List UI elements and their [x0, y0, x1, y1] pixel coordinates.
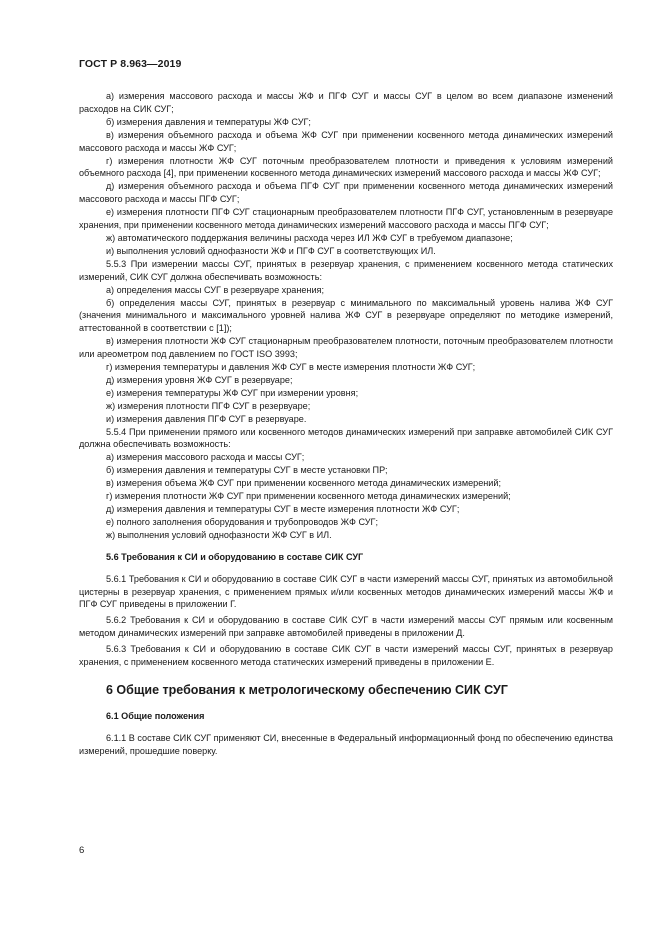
paragraph: 5.5.4 При применении прямого или косвенного методов динамических измерений при заправке автомобилей СИК СУГ должна обеспечивать возможность:: [79, 426, 613, 450]
paragraph: б) измерения давления и температуры СУГ в месте установки ПР;: [106, 465, 388, 476]
document-header: ГОСТ Р 8.963—2019: [79, 58, 182, 70]
paragraph: и) измерения давления ПГФ СУГ в резервуаре.: [106, 413, 307, 424]
paragraph: 5.6.3 Требования к СИ и оборудованию в составе СИК СУГ в части измерений массы СУГ, принятых в резервуар хранения, с применением косвенного метода статических измерений приведены в приложении Е.: [79, 644, 613, 668]
paragraph: д) измерения уровня ЖФ СУГ в резервуаре;: [106, 374, 293, 385]
paragraph: 5.5.3 При измерении массы СУГ, принятых в резервуар хранения, с применением косвенного метода статических измерений, СИК СУГ должна обеспечивать возможность:: [79, 258, 613, 282]
paragraph: в) измерения объемного расхода и объема ЖФ СУГ при применении косвенного метода динамических измерений массового расхода и массы ЖФ СУГ;: [79, 129, 613, 153]
paragraph: ж) измерения плотности ПГФ СУГ в резервуаре;: [106, 400, 311, 411]
paragraph: а) определения массы СУГ в резервуаре хранения;: [106, 284, 324, 295]
section-heading-5-6: 5.6 Требования к СИ и оборудованию в составе СИК СУГ: [106, 551, 364, 562]
page-number: 6: [79, 845, 85, 856]
paragraph: 5.6.1 Требования к СИ и оборудованию в составе СИК СУГ в части измерений массы СУГ, принятых из автомобильной цистерны в резервуар хранения, с применением прямых и/или косвенных методов динамических измерений массы ЖФ и ПГФ СУГ приведены в приложении Г.: [79, 573, 613, 610]
paragraph: е) измерения плотности ПГФ СУГ стационарным преобразователем плотности ПГФ СУГ, установленным в резервуаре хранения, при применении косвенного метода динамических измерений массового расхода и массы ПГФ СУГ;: [79, 207, 613, 231]
paragraph: г) измерения плотности ЖФ СУГ при применении косвенного метода динамических измерений;: [106, 491, 511, 502]
paragraph: в) измерения плотности ЖФ СУГ стационарным преобразователем плотности, поточным преобразователем плотности или ареометром под давлением по ГОСТ ISO 3993;: [79, 336, 613, 360]
paragraph: е) полного заполнения оборудования и трубопроводов ЖФ СУГ;: [106, 516, 378, 527]
paragraph: г) измерения плотности ЖФ СУГ поточным преобразователем плотности и приведения к условиям измерений объемного расхода [4], при применении косвенного метода динамических измерений массового расхода и массы ЖФ СУГ;: [79, 155, 613, 179]
document-body: [79, 90, 613, 758]
paragraph: и) выполнения условий однофазности ЖФ и ПГФ СУГ в соответствующих ИЛ.: [106, 245, 436, 256]
paragraph: д) измерения давления и температуры СУГ в месте измерения плотности ЖФ СУГ;: [106, 504, 460, 514]
subsection-heading-6-1: 6.1 Общие положения: [106, 710, 205, 721]
section-heading-6: 6 Общие требования к метрологическому обеспечению СИК СУГ: [106, 682, 508, 697]
paragraph: ж) выполнения условий однофазности ЖФ СУГ в ИЛ.: [106, 529, 332, 540]
paragraph: е) измерения температуры ЖФ СУГ при измерении уровня;: [106, 387, 359, 398]
paragraph: б) измерения давления и температуры ЖФ СУГ;: [106, 116, 311, 127]
paragraph: 5.6.2 Требования к СИ и оборудованию в составе СИК СУГ в части измерений массы СУГ прямым или косвенным методом динамических измерений при заправке автомобилей приведены в приложении Д.: [79, 615, 613, 639]
paragraph: в) измерения объема ЖФ СУГ при применении косвенного метода динамических измерений;: [106, 478, 501, 489]
paragraph: а) измерения массового расхода и массы ЖФ и ПГФ СУГ и массы СУГ в целом во всем диапазоне изменений расходов на СИК СУГ;: [79, 91, 613, 114]
paragraph: 6.1.1 В составе СИК СУГ применяют СИ, внесенные в Федеральный информационный фонд по обеспечению единства измерений, прошедшие поверку.: [79, 732, 613, 756]
paragraph: а) измерения массового расхода и массы СУГ;: [106, 452, 305, 463]
paragraph: г) измерения температуры и давления ЖФ СУГ в месте измерения плотности ЖФ СУГ;: [106, 362, 476, 373]
paragraph: б) определения массы СУГ, принятых в резервуар с минимального по максимальный уровень налива ЖФ СУГ (значения минимального и максимального уровней налива ЖФ СУГ в резервуаре определяют по методике измерений, аттестованной в соответствии с [1]);: [79, 297, 613, 334]
paragraph: ж) автоматического поддержания величины расхода через ИЛ ЖФ СУГ в требуемом диапазоне;: [106, 232, 513, 243]
paragraph: д) измерения объемного расхода и объема ПГФ СУГ при применении косвенного метода динамических измерений массового расхода и массы ПГФ СУГ;: [79, 181, 613, 205]
